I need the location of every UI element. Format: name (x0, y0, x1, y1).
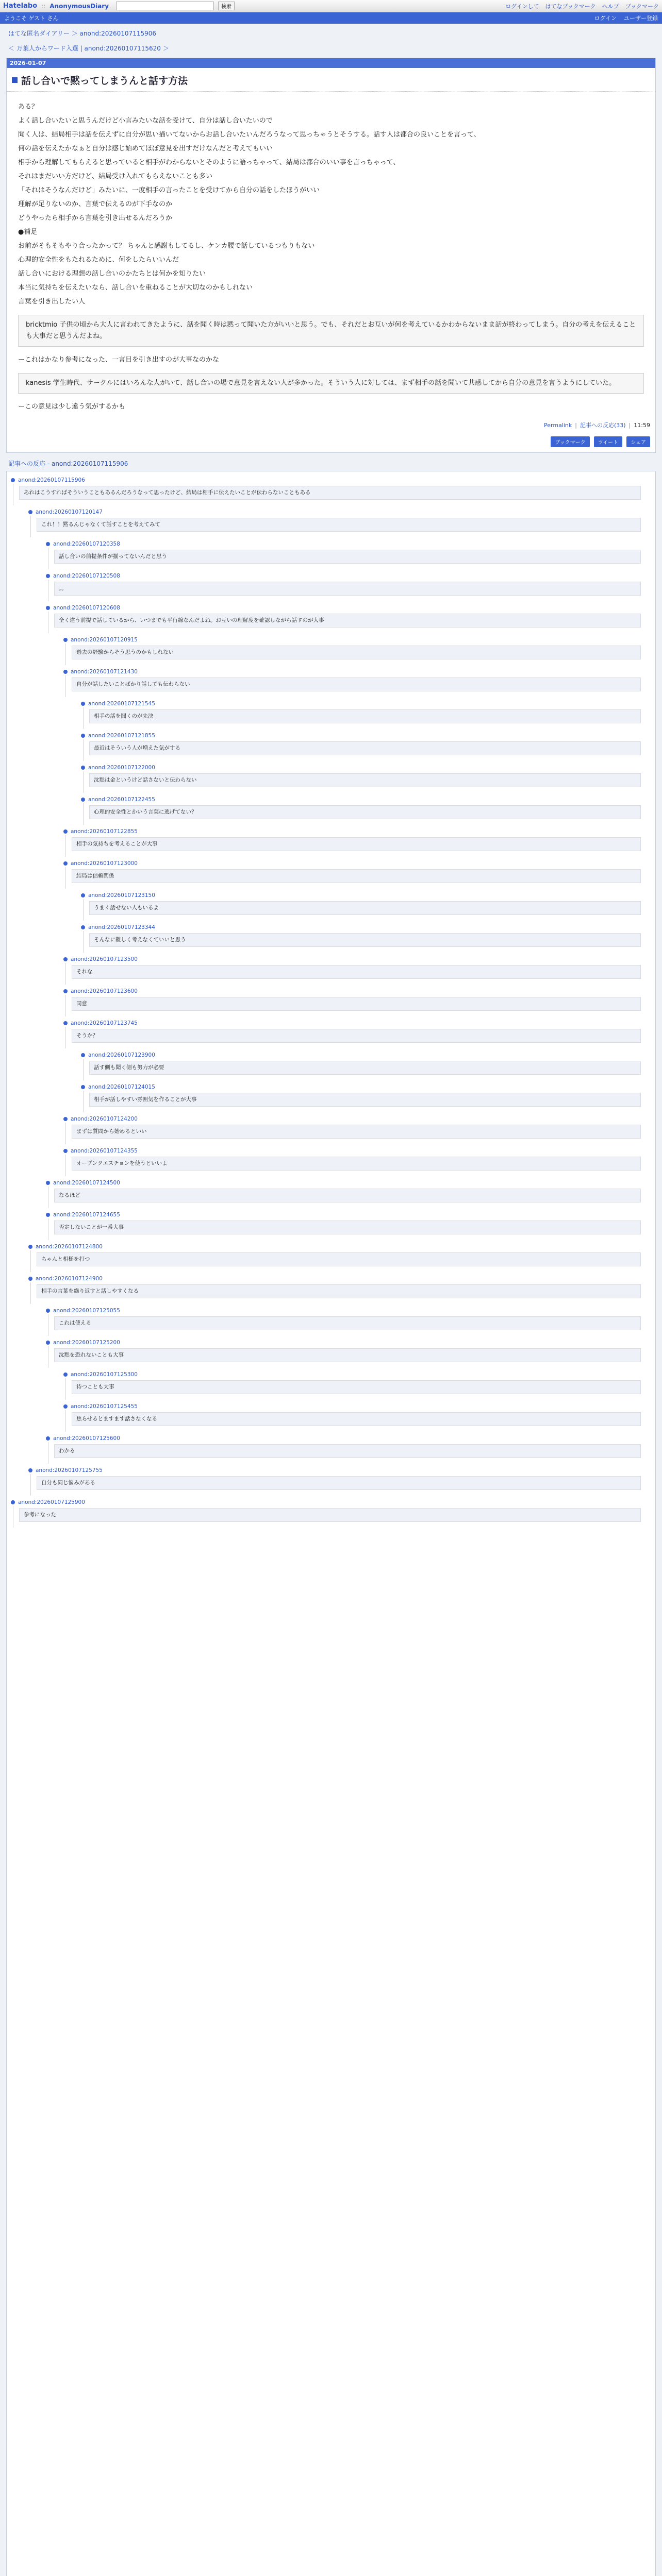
thread-line (83, 771, 84, 793)
entry-time: 11:59 (634, 422, 650, 429)
thread-line (83, 1091, 84, 1112)
entry-line: ある？ (18, 103, 39, 111)
comment-body: まずは質問から始めるといい (72, 1125, 641, 1139)
comment-bullet-icon (46, 1341, 50, 1345)
prev-next-nav (6, 40, 656, 58)
thread-line (65, 867, 66, 889)
comment-header (46, 1211, 120, 1218)
entry-line: それはまだいい方だけど、結局受け入れてもらえないことも多い (18, 173, 213, 180)
comment-bullet-icon (28, 1277, 32, 1281)
share-button[interactable]: シェア (626, 436, 650, 447)
comment-body: 心理的安全性とかいう言葉に逃げてない？ (89, 805, 641, 819)
entry-line: ーこれはかなり参考になった、一言目を引き出すのが大事なのかな (18, 356, 220, 364)
entry-line: 何の話を伝えたかなぁと自分は感じ始めてほぼ意見を出すだけなんだと考えてもいい (18, 145, 273, 152)
blockquote: kanesis 学生時代、サークルにはいろんな人がいて、話し合いの場で意見を言えない人が多かった。そういう人に対しては、まず相手の話を聞いて共感してから自分の意見を言うようにしていた。 (18, 373, 644, 394)
comment-bullet-icon (81, 925, 85, 929)
site-title[interactable]: AnonymousDiary (49, 2, 109, 10)
comment-id-link[interactable]: anond:20260107122455 (88, 796, 155, 803)
comment-id-link[interactable]: anond:20260107125300 (71, 1371, 138, 1378)
comment-header (81, 796, 155, 803)
comment-body: 過去の経験からそう思うのかもしれない (72, 646, 641, 659)
entry-title-row (7, 68, 655, 92)
entry-line: 心理的安全性をもたれるために、何をしたらいいんだ (18, 256, 179, 264)
comment-bullet-icon (81, 1053, 85, 1057)
prev-next-link[interactable]: ＜ 万葉人からワード入選 | anond:20260107115620 ＞ (8, 45, 169, 52)
entry-line: 聞く人は、結局相手は話を伝えずに自分が思い描いてないからお話し合いたいんだろうなって思っちゃうとそうする。話す人は都合の良いことを言って、 (18, 131, 481, 139)
comment-header (63, 988, 138, 995)
comment-header (63, 1403, 138, 1410)
comment-id-link[interactable]: anond:20260107123000 (71, 860, 138, 867)
comment-header (81, 1083, 155, 1091)
comment-id-link[interactable]: anond:20260107123745 (71, 1020, 138, 1026)
comment-header (63, 860, 138, 867)
comment-header (28, 1275, 103, 1282)
comment-id-link[interactable]: anond:20260107124355 (71, 1148, 138, 1154)
footer-sep: | (575, 422, 577, 429)
comment-id-link[interactable]: anond:20260107120608 (53, 605, 120, 611)
entry-line: ーこの意見は少し違う気がするかも (18, 403, 126, 411)
comment-bullet-icon (81, 766, 85, 770)
top-right-links (505, 2, 659, 10)
comment-bullet-icon (81, 734, 85, 738)
thread-line (83, 707, 84, 729)
entry-body (7, 92, 655, 418)
thread-line (65, 1410, 66, 1432)
help-link[interactable]: ヘルプ (602, 3, 619, 10)
comment-body: 焦らせるとますます話さなくなる (72, 1412, 641, 1426)
bookmark-add-link[interactable]: ブックマーク (625, 3, 659, 10)
comment-id-link[interactable]: anond:20260107123500 (71, 956, 138, 962)
entry-footer (7, 418, 655, 436)
nav-login-link[interactable]: ログイン (594, 15, 617, 22)
blue-nav-bar (0, 12, 662, 24)
comment-header (63, 828, 138, 835)
search-input[interactable] (116, 2, 214, 10)
comment-body: そんなに難しく考えなくていいと思う (89, 933, 641, 947)
comment-header (63, 1147, 138, 1155)
comment-id-link[interactable]: anond:20260107123900 (88, 1052, 155, 1058)
entry-line: お前がそもそもやり合ったかって？ ちゃんと感謝もしてるし、ケンカ腰で話しているつもりもない (18, 242, 315, 250)
comment-header (81, 700, 155, 707)
comment-header (46, 1179, 120, 1187)
thread-line (83, 931, 84, 953)
comment-header (63, 1371, 138, 1378)
comment-body: 自分が話したいことばかり話しても伝わらない (72, 677, 641, 691)
entry-line: 「それはそうなんだけど」みたいに、一度相手の言ったことを受けてから自分の話をしたほうがいい (18, 187, 320, 194)
thread-line (65, 1155, 66, 1176)
comment-header (28, 1467, 103, 1474)
diary-entry (6, 58, 656, 453)
blockquote: bricktmio 子供の頃から大人に言われてきたように、話を聞く時は黙って聞いた方がいいと思う。でも、それだとお互いが何を考えているかわからないまま話が終わってしまう。自分の考えを伝えることも大事だと思うんだよね。 (18, 315, 644, 347)
entry-line: どうやったら相手から言葉を引き出せるんだろうか (18, 214, 173, 222)
entry-date: 2026-01-07 (7, 58, 655, 68)
tweet-button[interactable]: ツイート (594, 436, 623, 447)
thread-line (83, 1059, 84, 1080)
comment-bullet-icon (63, 861, 68, 866)
comment-bullet-icon (63, 957, 68, 961)
login-link[interactable]: ログインして (505, 3, 539, 10)
thread-line (65, 995, 66, 1016)
comment-bullet-icon (81, 702, 85, 706)
thread-line (65, 1123, 66, 1144)
logo-separator: :: (41, 2, 46, 10)
comment-header (63, 636, 138, 643)
comment-id-link[interactable]: anond:20260107115906 (18, 477, 85, 483)
comment-header (63, 1115, 138, 1123)
main-content (0, 24, 662, 2576)
welcome-text: ようこそ ゲスト さん (4, 15, 59, 22)
footer-sep: | (628, 422, 631, 429)
comment-tree (6, 471, 656, 2576)
comment-body: 沈黙は金というけど話さないと伝わらない (89, 773, 641, 787)
comment-id-link[interactable]: anond:20260107125055 (53, 1308, 120, 1314)
share-buttons (7, 436, 655, 452)
comment-body: 相手が話しやすい雰囲気を作ることが大事 (89, 1093, 641, 1107)
comment-header (28, 509, 103, 516)
comment-header (63, 668, 138, 675)
comment-id-link[interactable]: anond:20260107124015 (88, 1084, 155, 1090)
comment-id-link[interactable]: anond:20260107125900 (18, 1499, 85, 1505)
entry-line: 話し合いにおける理想の話し合いのかたちとは何かを知りたい (18, 270, 206, 278)
comment-header (63, 956, 138, 963)
comment-id-link[interactable]: anond:20260107122000 (88, 765, 155, 771)
comment-header (81, 732, 155, 739)
thread-line (65, 1378, 66, 1400)
comment-body: なるほど (54, 1189, 641, 1202)
comment-body: それな (72, 965, 641, 979)
comment-id-link[interactable]: anond:20260107124655 (53, 1212, 120, 1218)
comment-bullet-icon (63, 670, 68, 674)
comment-bullet-icon (63, 638, 68, 642)
comment-bullet-icon (46, 1309, 50, 1313)
comment-bullet-icon (28, 510, 32, 514)
comment-body: 話し合いの前提条件が揃ってないんだと思う (54, 550, 641, 564)
comment-body: オープンクエスチョンを使うといいよ (72, 1157, 641, 1171)
comment-id-link[interactable]: anond:20260107120915 (71, 637, 138, 643)
comment-id-link[interactable]: anond:20260107124900 (36, 1276, 103, 1282)
entry-line: 言葉を引き出したい人 (18, 298, 86, 306)
comment-bullet-icon (81, 798, 85, 802)
entry-title[interactable]: 話し合いで黙ってしまうんと話す方法 (21, 75, 188, 87)
hatelabo-logo[interactable]: Hatelabo (3, 2, 38, 10)
comment-header (46, 1307, 120, 1314)
comment-body: 結局は信頼関係 (72, 869, 641, 883)
title-square-icon (12, 77, 18, 83)
comment-body: 待つことも大事 (72, 1380, 641, 1394)
comment-bullet-icon (63, 1149, 68, 1153)
comment-body: 否定しないことが一番大事 (54, 1221, 641, 1234)
comment-body: 最近はそういう人が増えた気がする (89, 741, 641, 755)
comment-body: あれはこうすればそういうこともあるんだろうなって思ったけど、結局は相手に伝えたいことが伝わらないこともある (19, 486, 641, 500)
comment-body: わかる (54, 1444, 641, 1458)
nav-register-link[interactable]: ユーザー登録 (624, 15, 658, 22)
comment-body: 相手の話を聞くのが先決 (89, 709, 641, 723)
comment-bullet-icon (46, 1436, 50, 1440)
comment-body: これ！！黙るんじゃなくて話すことを考えてみて (37, 518, 641, 532)
comment-bullet-icon (63, 1021, 68, 1025)
comment-header (11, 1499, 85, 1506)
comment-body: 同意 (72, 997, 641, 1011)
comment-body: これは使える (54, 1316, 641, 1330)
comment-bullet-icon (63, 1117, 68, 1121)
comment-header (46, 572, 120, 580)
entry-line: 理解が足りないのか、言葉で伝えるのが下手なのか (18, 200, 173, 208)
comment-id-link[interactable]: anond:20260107123150 (88, 892, 155, 899)
comment-header (11, 477, 85, 484)
comment-bullet-icon (63, 829, 68, 834)
thread-line (65, 963, 66, 985)
comment-id-link[interactable]: anond:20260107123600 (71, 988, 138, 994)
thread-line (83, 739, 84, 761)
comment-body: そうか？ (72, 1029, 641, 1043)
comment-body: 相手の気持ちを考えることが大事 (72, 837, 641, 851)
comment-body: 参考になった (19, 1508, 641, 1522)
comment-header (63, 1020, 138, 1027)
comment-id-link[interactable]: anond:20260107123344 (88, 924, 155, 930)
comment-header (46, 1339, 120, 1346)
comment-id-link[interactable]: anond:20260107124200 (71, 1116, 138, 1122)
comment-body: 。。 (54, 582, 641, 596)
comment-id-link[interactable]: anond:20260107121855 (88, 733, 155, 739)
comment-body: 全く違う前提で話しているから、いつまでも平行線なんだよね。お互いの理解度を確認しながら話すのが大事 (54, 614, 641, 628)
thread-line (65, 1027, 66, 1048)
comment-bullet-icon (46, 574, 50, 578)
comment-id-link[interactable]: anond:20260107125600 (53, 1435, 120, 1442)
search-button[interactable]: 検索 (218, 2, 235, 10)
comment-bullet-icon (81, 893, 85, 897)
reactions-heading (6, 453, 656, 471)
comment-bullet-icon (63, 1372, 68, 1377)
comment-header (28, 1243, 103, 1250)
hatena-top-bar (0, 0, 662, 12)
comment-header (81, 924, 155, 931)
comment-bullet-icon (63, 1404, 68, 1409)
comment-body: ちゃんと相槌を打つ (37, 1252, 641, 1266)
entry-line: よく話し合いたいと思うんだけど小言みたいな話を受けて、自分は話し合いたいので (18, 117, 273, 125)
entry-line: 相手から理解してもらえると思っていると相手がわからないとそのように語っちゃって、結局は都合のいい事を言っちゃって、 (18, 159, 400, 166)
comment-header (46, 1435, 120, 1442)
comment-bullet-icon (46, 606, 50, 610)
thread-line (30, 1250, 31, 1272)
thread-line (65, 835, 66, 857)
comment-id-link[interactable]: anond:20260107125200 (53, 1340, 120, 1346)
comment-id-link[interactable]: anond:20260107124500 (53, 1180, 120, 1186)
comment-header (81, 892, 155, 899)
reactions-heading-link[interactable]: 記事への反応 - anond:20260107115906 (8, 460, 128, 467)
thread-line (30, 1474, 31, 1496)
comment-id-link[interactable]: anond:20260107124800 (36, 1244, 103, 1250)
comment-id-link[interactable]: anond:20260107125755 (36, 1467, 103, 1473)
reactions-link[interactable]: 記事への反応(33) (580, 422, 626, 429)
comment-body: 話す側も聞く側も努力が必要 (89, 1061, 641, 1075)
comment-header (81, 764, 155, 771)
entry-line: 本当に気持ちを伝えたいなら、話し合いを重ねることが大切なのかもしれない (18, 284, 253, 292)
comment-body: 沈黙を恐れないことも大事 (54, 1348, 641, 1362)
comment-id-link[interactable]: anond:20260107125455 (71, 1403, 138, 1410)
comment-body: 相手の言葉を繰り返すと話しやすくなる (37, 1284, 641, 1298)
bookmark-link[interactable]: はてなブックマーク (545, 3, 596, 10)
hatena-bookmark-button[interactable]: ブックマーク (551, 436, 589, 447)
comment-bullet-icon (11, 478, 15, 482)
entry-line: ●補足 (18, 228, 38, 236)
comment-bullet-icon (81, 1085, 85, 1089)
comment-header (46, 540, 120, 548)
comment-body: うまく話せない人もいるよ (89, 901, 641, 915)
comment-id-link[interactable]: anond:20260107121545 (88, 701, 155, 707)
comment-header (81, 1052, 155, 1059)
breadcrumb (6, 24, 656, 40)
thread-line (83, 803, 84, 825)
comment-id-link[interactable]: anond:20260107120358 (53, 541, 120, 547)
comment-id-link[interactable]: anond:20260107121430 (71, 669, 138, 675)
comment-bullet-icon (46, 542, 50, 546)
comment-bullet-icon (28, 1245, 32, 1249)
comment-id-link[interactable]: anond:20260107120147 (36, 509, 103, 515)
comment-bullet-icon (11, 1500, 15, 1504)
thread-line (30, 1282, 31, 1304)
comment-header (46, 604, 120, 612)
comment-bullet-icon (46, 1181, 50, 1185)
comment-bullet-icon (46, 1213, 50, 1217)
comment-bullet-icon (63, 989, 68, 993)
comment-bullet-icon (28, 1468, 32, 1472)
thread-line (65, 675, 66, 697)
thread-line (83, 899, 84, 921)
thread-line (30, 516, 31, 537)
comment-id-link[interactable]: anond:20260107120508 (53, 573, 120, 579)
permalink[interactable]: Permalink (544, 422, 572, 429)
comment-body: 自分も同じ悩みがある (37, 1476, 641, 1490)
thread-line (65, 643, 66, 665)
breadcrumb-link[interactable]: はてな匿名ダイアリー ＞ anond:20260107115906 (8, 30, 157, 37)
comment-id-link[interactable]: anond:20260107122855 (71, 828, 138, 835)
